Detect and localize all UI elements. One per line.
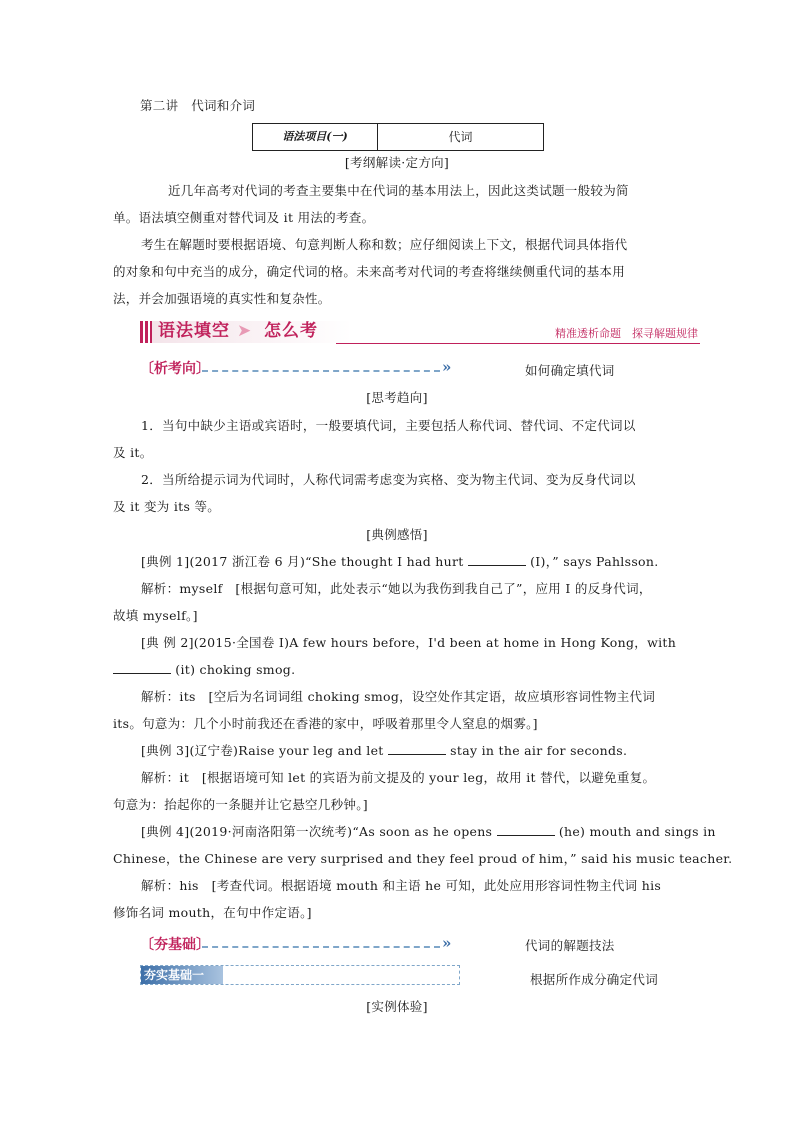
- example-4-line2: Chinese，the Chinese are very surprised and they feel proud of him，” said his music teacher.: [113, 851, 733, 866]
- example-3: [141, 737, 627, 764]
- intro-line: 的对象和句中充当的成分，确定代词的格。未来高考对代词的考查将继续侧重代词的基本用: [113, 264, 626, 279]
- double-chevron-icon: »: [442, 358, 448, 376]
- analysis-tag: 〔析考向〕: [140, 361, 210, 377]
- example-2-answer: 解析：its [空后为名词词组 choking smog，设空处作其定语，故应填形容词性物主代词: [141, 689, 656, 704]
- foundation-tag: 夯实基础一: [144, 968, 205, 982]
- banner-stripes: [140, 321, 152, 343]
- banner-right-text: 精准透析命题 探寻解题规律: [555, 327, 698, 340]
- intro-line: 单。语法填空侧重对替代词及 it 用法的考查。: [113, 210, 375, 225]
- instance-heading: [实例体验]: [366, 999, 428, 1014]
- example-1-text-a: [典例 1](2017 浙江卷 6 月)“She thought I had hurt: [141, 554, 468, 569]
- example-2-answer: its。句意为：几个小时前我还在香港的家中，呼吸着那里令人窒息的烟雾。]: [113, 716, 538, 731]
- think-heading: [思考趋向]: [366, 390, 428, 405]
- point-line: 及 it 变为 its 等。: [113, 499, 221, 514]
- basics-topic: 代词的解题技法: [525, 938, 615, 953]
- exam-heading: [考纲解读·定方向]: [344, 155, 450, 170]
- example-3-text-b: stay in the air for seconds.: [445, 743, 628, 758]
- intro-line: 近几年高考对代词的考查主要集中在代词的基本用法上，因此这类试题一般较为简: [168, 183, 629, 198]
- example-4: [141, 818, 716, 845]
- example-4-text-a: [典例 4](2019·河南洛阳第一次统考)“As soon as he opens: [141, 824, 497, 839]
- example-1: [141, 548, 658, 575]
- foundation-box: [140, 965, 460, 985]
- basics-tag-row: [140, 932, 460, 956]
- double-chevron-icon: »: [442, 934, 448, 952]
- analysis-topic: 如何确定填代词: [525, 363, 615, 378]
- grammar-table-right: 代词: [448, 130, 473, 144]
- section-banner: [140, 319, 700, 345]
- example-2-line2: [113, 656, 295, 683]
- example-3-answer: 句意为：抬起你的一条腿并让它悬空几秒钟。]: [113, 797, 368, 812]
- point-line: 及 it。: [113, 445, 153, 460]
- grammar-table: [252, 123, 544, 151]
- banner-subtitle: 怎么考: [264, 321, 318, 341]
- banner-underline: [336, 343, 700, 344]
- blank-line: [468, 553, 526, 566]
- banner-arrow-icon: ➤: [237, 321, 252, 341]
- blank-line: [113, 661, 171, 674]
- examples-heading: [典例感悟]: [366, 527, 428, 542]
- blank-line: [497, 823, 555, 836]
- point-line: 1．当句中缺少主语或宾语时，一般要填代词，主要包括人称代词、替代词、不定代词以: [141, 418, 636, 433]
- example-1-text-b: (I)，” says Pahlsson.: [525, 554, 659, 569]
- grammar-table-left: 语法项目(一): [253, 124, 378, 150]
- example-4-answer: 修饰名词 mouth，在句中作定语。]: [113, 905, 312, 920]
- lecture-title: 第二讲 代词和介词: [140, 98, 256, 113]
- intro-line: 考生在解题时要根据语境、句意判断人称和数；应仔细阅读上下文，根据代词具体指代: [141, 237, 628, 252]
- example-1-answer: 故填 myself。]: [113, 608, 198, 623]
- example-3-answer: 解析：it [根据语境可知 let 的宾语为前文提及的 your leg，故用 it 替代，以避免重复。: [141, 770, 656, 785]
- example-3-text-a: [典例 3](辽宁卷)Raise your leg and let: [141, 743, 388, 758]
- example-2: [典 例 2](2015·全国卷 Ⅰ)A few hours before，I'd been at home in Hong Kong，with: [141, 635, 677, 650]
- blank-line: [388, 742, 446, 755]
- analysis-tag-row: [140, 356, 460, 380]
- example-4-text-b: (he) mouth and sings in: [554, 824, 716, 839]
- example-4-answer: 解析：his [考查代词。根据语境 mouth 和主语 he 可知，此处应用形容词性物主代词 his: [141, 878, 662, 893]
- basics-dash-line: [202, 946, 440, 948]
- point-line: 2．当所给提示词为代词时，人称代词需考虑变为宾格、变为物主代词、变为反身代词以: [141, 472, 636, 487]
- basics-tag: 〔夯基础〕: [140, 937, 210, 953]
- foundation-topic: 根据所作成分确定代词: [530, 972, 659, 987]
- intro-line: 法，并会加强语境的真实性和复杂性。: [113, 291, 331, 306]
- analysis-dash-line: [202, 370, 440, 372]
- example-1-answer: 解析：myself [根据句意可知，此处表示“她以为我伤到我自己了”，应用 I 的反身代词，: [141, 581, 652, 596]
- banner-title: 语法填空: [158, 321, 230, 341]
- example-2-text-b: (it) choking smog.: [171, 662, 296, 677]
